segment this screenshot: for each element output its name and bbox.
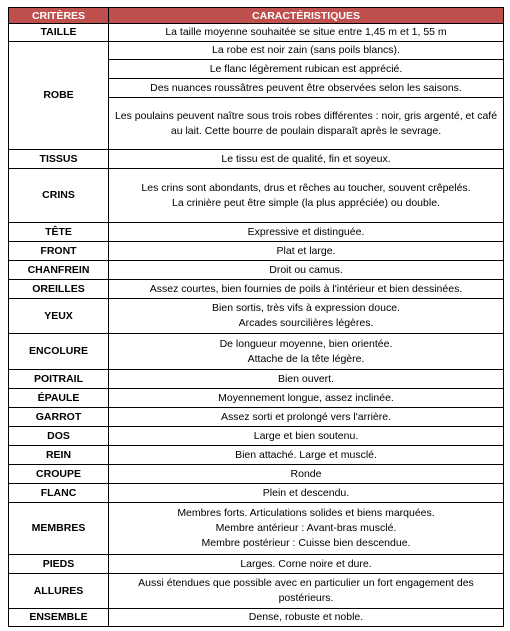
characteristic-cell [109,334,504,370]
characteristic-cell [109,150,504,169]
characteristic-text: Bien sortis, très vifs à expression douce. [212,302,400,314]
criterion-label: ÉPAULE [9,389,109,408]
characteristic-cell [109,555,504,574]
characteristic-text: La crinière peut être simple (la plus appréciée) ou double. [172,196,440,209]
characteristic-text: Plat et large. [276,244,336,257]
criterion-label: PIEDS [9,555,109,574]
table-wrapper [8,7,503,627]
table-row [9,609,504,627]
table-row [9,370,504,389]
table-row [9,484,504,503]
criterion-label: MEMBRES [9,503,109,555]
characteristic-cell [109,446,504,465]
characteristic-text: Assez sorti et prolongé vers l'arrière. [220,410,392,423]
characteristic-cell [109,24,504,42]
table-row [9,223,504,242]
characteristic-text: Larges. Corne noire et dure. [240,557,372,570]
characteristic-text: Expressive et distinguée. [247,225,365,238]
characteristic-cell [109,242,504,261]
criterion-label: GARROT [9,408,109,427]
characteristic-text: Membres forts. Articulations solides et biens marquées. [177,507,435,519]
characteristic-cell [109,98,504,150]
characteristic-cell [109,609,504,627]
criterion-label: ENCOLURE [9,334,109,370]
characteristic-cell [109,42,504,60]
characteristic-text: Droit ou camus. [269,263,343,276]
table-row [9,299,504,334]
characteristic-text: Moyennement longue, assez inclinée. [218,391,394,404]
characteristic-text: Dense, robuste et noble. [248,611,364,623]
criterion-label: YEUX [9,299,109,334]
characteristic-cell [109,299,504,334]
characteristic-cell [109,503,504,555]
criterion-label: ENSEMBLE [9,609,109,627]
characteristic-text: La taille moyenne souhaitée se situe entre 1,45 m et 1, 55 m [165,26,447,38]
characteristic-cell [109,370,504,389]
table-row [9,574,504,609]
characteristic-text: Les crins sont abondants, drus et rêches au toucher, souvent crêpelés. [141,181,471,194]
table-row [9,42,504,60]
characteristic-cell [109,408,504,427]
table-row [9,150,504,169]
criterion-label: REIN [9,446,109,465]
characteristics-table [8,7,504,627]
characteristic-text: La robe est noir zain (sans poils blancs). [212,44,400,56]
characteristic-text: De longueur moyenne, bien orientée. [219,337,393,350]
criterion-label: FRONT [9,242,109,261]
criterion-label: TAILLE [9,24,109,42]
table-row [9,389,504,408]
header-characteristics: CARACTÉRISTIQUES [109,8,504,24]
characteristic-text: Arcades sourcilières légères. [238,317,374,329]
table-row [9,334,504,370]
characteristic-text: Plein et descendu. [262,486,350,499]
criterion-label: TÊTE [9,223,109,242]
characteristic-cell [109,465,504,484]
characteristic-cell [109,280,504,299]
characteristic-cell [109,169,504,223]
characteristic-text: Large et bien soutenu. [253,429,359,442]
characteristic-text: Bien ouvert. [277,372,335,385]
characteristic-text: Les poulains peuvent naître sous trois robes différentes : noir, gris argenté, et café au lait. Cette bourre de poulain disparaît après le sevrage. [114,109,498,137]
criterion-label: CRINS [9,169,109,223]
criterion-label: CROUPE [9,465,109,484]
characteristic-text: Assez courtes, bien fournies de poils à l'intérieur et bien dessinées. [149,282,463,295]
criterion-label: FLANC [9,484,109,503]
characteristic-text: Aussi étendues que possible avec en particulier un fort engagement des postérieurs. [138,577,474,604]
characteristic-cell [109,79,504,98]
criterion-label: TISSUS [9,150,109,169]
characteristic-text: Bien attaché. Large et musclé. [235,448,377,461]
table-row [9,242,504,261]
characteristic-text: Le tissu est de qualité, fin et soyeux. [221,152,391,165]
characteristic-cell [109,574,504,609]
characteristic-text: Ronde [290,467,322,480]
characteristic-cell [109,389,504,408]
characteristic-text: Membre postérieur : Cuisse bien descendue. [201,537,411,549]
criterion-label: POITRAIL [9,370,109,389]
header-criteria: CRITÈRES [9,8,109,24]
characteristic-text: Attache de la tête légère. [247,352,365,365]
table-row [9,24,504,42]
table-row [9,169,504,223]
characteristic-text: Des nuances roussâtres peuvent être observées selon les saisons. [150,81,462,94]
table-row [9,446,504,465]
characteristic-cell [109,60,504,79]
header-row [9,8,504,24]
characteristic-cell [109,261,504,280]
table-row [9,408,504,427]
criterion-label: ROBE [9,42,109,150]
table-row [9,503,504,555]
characteristic-text: Le flanc légèrement rubican est apprécié. [209,62,403,75]
characteristic-cell [109,484,504,503]
table-row [9,465,504,484]
characteristic-cell [109,223,504,242]
table-row [9,280,504,299]
characteristic-cell [109,427,504,446]
table-row [9,427,504,446]
criterion-label: ALLURES [9,574,109,609]
criterion-label: OREILLES [9,280,109,299]
criterion-label: DOS [9,427,109,446]
criterion-label: CHANFREIN [9,261,109,280]
characteristic-text: Membre antérieur : Avant-bras musclé. [215,522,397,534]
table-row [9,555,504,574]
table-row [9,261,504,280]
